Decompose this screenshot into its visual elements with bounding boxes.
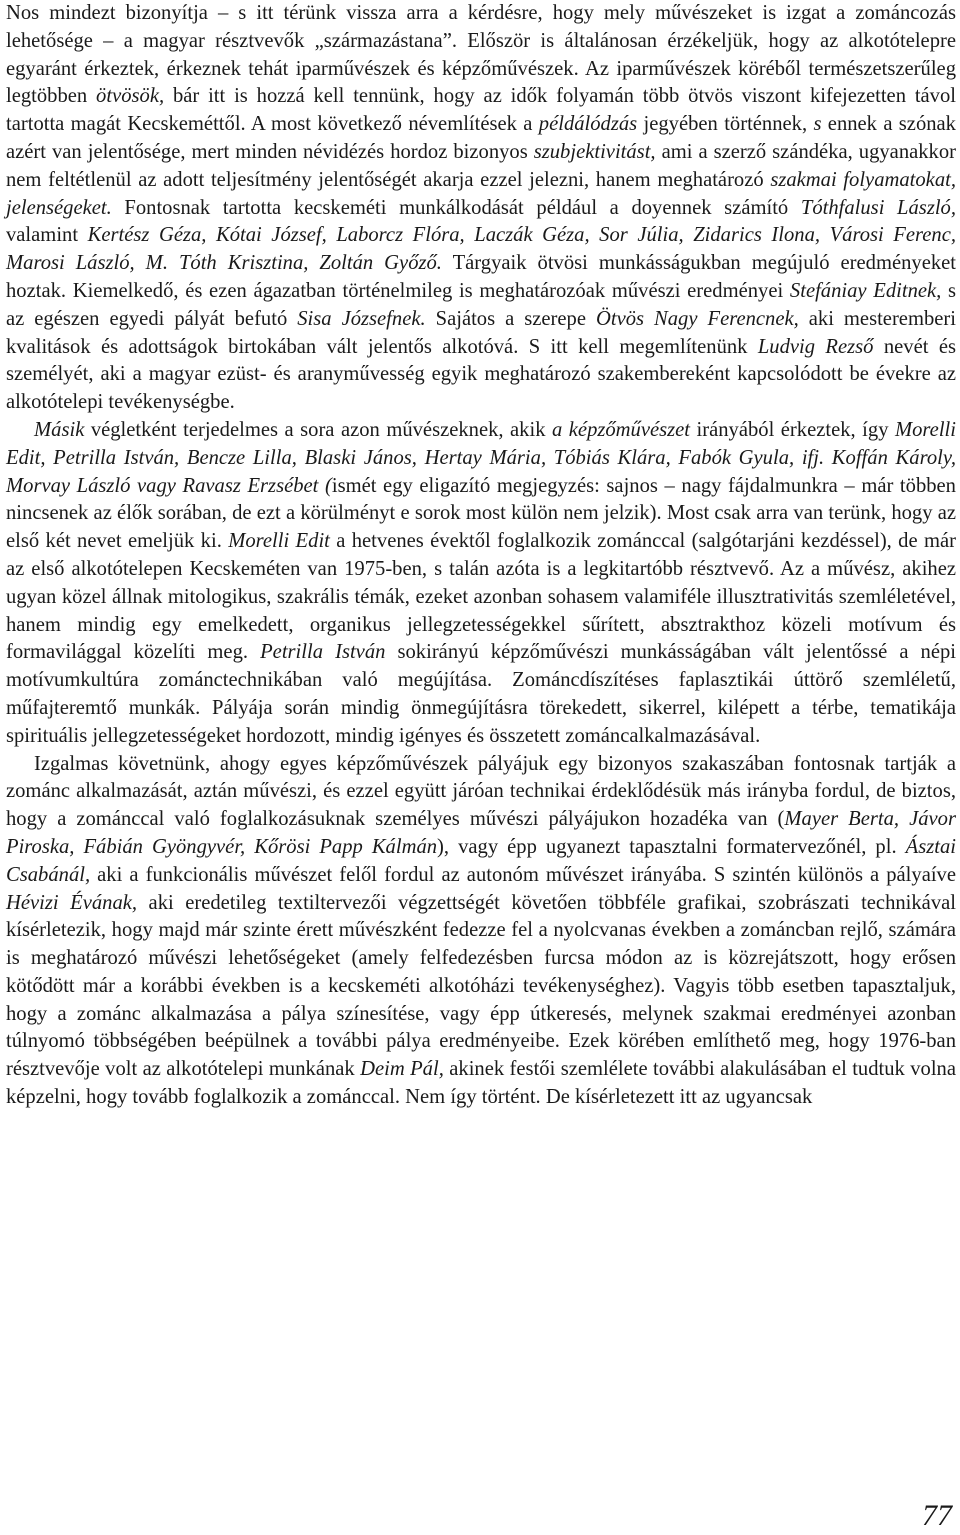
- text-run: irányából érkeztek, így: [690, 418, 895, 441]
- italic-run: Morelli Edit, Petrilla István, Bencze Lilla, Blaski János, Hertay Mária, Tóbiás Klára, Fabók Gyula, ifj. Koffán Károly, Morvay László vagy Ravasz Erzsébet (: [6, 418, 956, 497]
- italic-run: Ludvig Rezső: [757, 335, 874, 358]
- italic-run: Stefániay Editnek,: [789, 279, 942, 302]
- text-run: ami a szerző szándéka, ugyanakkor nem feltétlenül az adott teljesítmény jelentőségét akarja ezzel jelezni, hanem meghatározó: [6, 140, 957, 191]
- italic-run: Kertész Géza, Kótai József, Laborcz Flóra, Laczák Géza, Sor Júlia, Zidarics Ilona, Városi Ferenc, Marosi László, M. Tóth Krisztina, Zoltán Győző.: [6, 224, 956, 275]
- text-run: akinek festői szemlélete további alakulásában el tudtuk volna képzelni, hogy tovább foglalkozik a zománccal. Nem így történt. De kísérletezett itt az ugyancsak: [6, 1058, 956, 1109]
- italic-run: Ötvös Nagy Ferencnek,: [595, 307, 799, 330]
- italic-run: szakmai folyamatokat, jelenségeket.: [6, 168, 956, 219]
- text-run: a hetvenes évektől foglalkozik zománccal (salgótarjáni kezdéssel), de már az első alkotótelepen Kecskeméten van 1975-ben, s talán azóta is a legkitartóbb résztvevő. Az a művész, akihez ugyan közel állnak mitologikus, szakrális témák, ezeket azonban sohasem valamiféle illusztrativitás szemléletével, hanem mindig egy emelkedett, organikus jellegzetességekkel sűrített, absztrakthoz közeli motívum és formavilággal közelíti meg.: [6, 530, 956, 664]
- italic-run: szubjektivitást,: [533, 140, 656, 163]
- italic-run: Másik: [34, 418, 85, 441]
- italic-run: Ásztai Csabánál,: [6, 835, 956, 886]
- italic-run: Sisa Józsefnek.: [297, 307, 426, 330]
- text-run: aki a funkcionális művészet felől fordul az autonóm művészet irányába. S szintén különös a pályaíve: [90, 863, 956, 886]
- paragraph-1: [6, 0, 956, 417]
- text-run: aki mesteremberi kvalitások és adottságok birtokában vált jelentős alkotóvá. S itt kell megemlítenünk: [6, 307, 956, 358]
- document-page: [6, 0, 956, 1112]
- text-run: sokirányú képzőművészi munkásságában vált jelentőssé a népi motívumkultúra zománctechnikában való megújítása. Zománcdíszítéses faplasztikái úttörő szemléletű, műfajteremtő munkák. Pályája során mindig önmegújításra törekedett, sikerrel, kilépett a térbe, tematikája spirituális jellegzetességeket hordozott, mindig igényes és összetett zománcalkalmazásával.: [6, 641, 956, 747]
- text-run: s az egészen egyedi pályát befutó: [6, 279, 956, 330]
- text-run: bár itt is hozzá kell tennünk, hogy az idők folyamán több ötvös viszont kifejezetten távol tartotta magát Kecskeméttől. A most következő névemlítések a: [6, 85, 957, 136]
- italic-run: ötvösök,: [96, 85, 165, 108]
- italic-run: példálódzás: [538, 113, 638, 136]
- page-number: 77: [922, 1499, 952, 1532]
- text-run: valamint: [6, 224, 88, 247]
- text-run: Nos mindezt bizonyítja – s itt térünk vissza arra a kérdésre, hogy mely művészeket is izgat a zománcozás lehetősége – a magyar résztvevők „származástana”. Először is általánosan érzékeljük, hogy az alkotótelepre egyaránt érkeztek, érkeznek tehát iparművészek és képzőművészek. Az iparművészek köréből természetszerűleg legtöbben: [6, 2, 956, 108]
- paragraph-3: [6, 751, 956, 1112]
- body-text: [6, 0, 956, 1112]
- italic-run: Tóthfalusi László,: [800, 196, 957, 219]
- paragraph-2: [6, 417, 956, 751]
- italic-run: Petrilla István: [260, 641, 386, 664]
- italic-run: Mayer Berta, Jávor Piroska, Fábián Gyöngyvér, Kőrösi Papp Kálmán: [6, 808, 956, 858]
- text-run: Izgalmas követnünk, ahogy egyes képzőművészek pályájuk egy bizonyos szakaszában fontosnak tartják a zománc alkalmazását, aztán művészi, és ezzel együtt járóan technikai érdeklődésük más irányba fordul, de biztos, hogy a zománccal való foglalkozásuknak személyes művészi pályájukon hozadéka van (: [6, 752, 956, 831]
- text-run: végletként terjedelmes a sora azon művészeknek, akik: [84, 418, 552, 441]
- text-run: ennek a szónak azért van jelentősége, mert minden névidézés hordoz bizonyos: [6, 113, 956, 163]
- text-run: Fontosnak tartotta kecskeméti munkálkodását például a doyennek számító: [111, 196, 801, 219]
- italic-run: Morelli Edit: [228, 530, 330, 553]
- text-run: aki eredetileg textiltervezői végzettségét követően többféle grafikai, szobrászati technikával kísérletezik, hogy majd már szinte érett művészként fedezze fel a nyolcvanas években a zománcban rejlő, számára is meghatározó művészi lehetőségeket (amely felfedezésben furcsa módon az is közrejátszott, hogy erősen kötődött már a korábbi években is a kecskeméti alkotóházi tevékenységhez). Vagyis több esetben tapasztaljuk, hogy a zománc alkalmazása a pálya színesítése, vagy épp útkeresés, melynek szakmai eredményei azonban túlnyomó többségében beépülnek a további pálya eredményeibe. Ezek körében említhető meg, hogy 1976-ban résztvevője volt az alkotótelepi munkának: [6, 891, 956, 1081]
- text-run: jegyében történnek,: [637, 113, 814, 136]
- italic-run: a képzőművészet: [552, 418, 691, 441]
- text-run: nevét és személyét, aki a magyar ezüst- és aranyművesség egyik meghatározó szakembereként kapcsolódott be évekre az alkotótelepi tevékenységbe.: [6, 335, 956, 414]
- text-run: Sajátos a szerepe: [425, 307, 596, 330]
- italic-run: Hévizi Évának,: [6, 891, 138, 914]
- italic-run: Deim Pál,: [360, 1058, 444, 1081]
- text-run: ), vagy épp ugyanezt tapasztalni formatervezőnél, pl.: [437, 835, 906, 858]
- text-run: Tárgyaik ötvösi munkásságukban megújuló eredményeket hoztak. Kiemelkedő, és ezen ágazatban történelmileg is meghatározóak művészi eredményei: [6, 252, 956, 302]
- text-run: ismét egy eligazító megjegyzés: sajnos – nagy fájdalmunkra – már többen nincsenek az élők sorában, de ezt a körülményt e sorok most külön nem jelzik). Most csak arra van terünk, hogy az első két nevet emeljük ki.: [6, 474, 956, 553]
- italic-run: s: [813, 113, 822, 136]
